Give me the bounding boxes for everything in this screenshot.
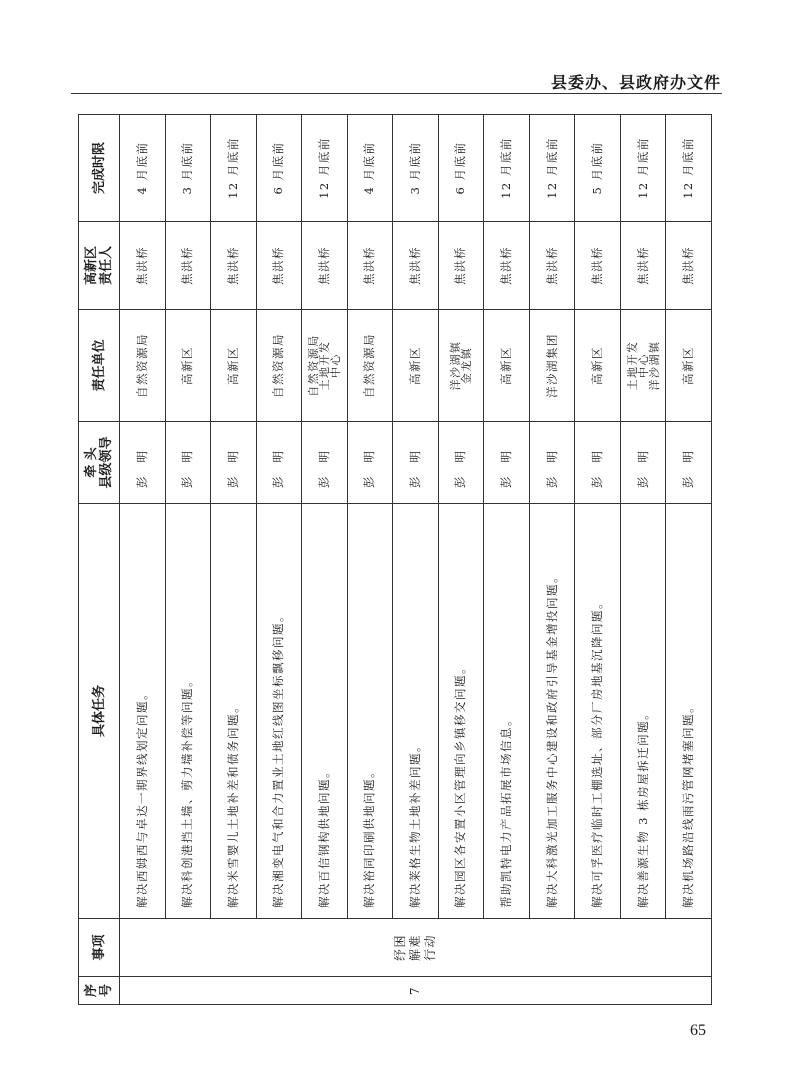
task-cell: 解决裕同印刷供地问题。	[347, 504, 393, 919]
person-cell: 焦洪桥	[393, 222, 439, 310]
unit-cell: 自然资源局	[120, 310, 166, 422]
task-cell: 解决米雪婴儿土地补差和债务问题。	[211, 504, 257, 919]
table-row	[484, 115, 530, 1005]
unit-cell: 高新区	[666, 310, 712, 422]
group-item-line3: 行动	[423, 934, 437, 962]
deadline-cell: 5 月底前	[575, 115, 621, 222]
task-cell: 解决善源生物 3 栋房屋拆迁问题。	[620, 504, 666, 919]
group-item-line2: 解难	[408, 934, 422, 962]
unit-cell-line: 土地开发	[625, 340, 639, 391]
task-cell: 帮助凯特电力产品拓展市场信息。	[484, 504, 530, 919]
leader-cell: 彭明	[165, 422, 211, 504]
deadline-cell: 12 月底前	[529, 115, 575, 222]
table-row	[120, 115, 166, 1005]
leader-cell: 彭明	[256, 422, 302, 504]
leader-cell: 彭明	[484, 422, 530, 504]
col-header-seq: 序号	[79, 977, 120, 1005]
task-cell: 解决机场路沿线雨污管网堵塞问题。	[666, 504, 712, 919]
deadline-cell: 3 月底前	[393, 115, 439, 222]
unit-cell-line: 自然资源局	[306, 334, 320, 397]
unit-cell-line: 中心	[636, 353, 650, 378]
person-cell: 焦洪桥	[211, 222, 257, 310]
table-row	[438, 115, 484, 1005]
unit-cell-line: 洋沙湖镇	[647, 340, 661, 391]
col-header-deadline: 完成时限	[79, 115, 120, 222]
header-divider	[71, 93, 722, 94]
table-row	[620, 115, 666, 1005]
person-cell: 焦洪桥	[256, 222, 302, 310]
unit-cell: 高新区	[484, 310, 530, 422]
task-table	[78, 114, 712, 1005]
person-cell: 焦洪桥	[438, 222, 484, 310]
deadline-cell: 6 月底前	[256, 115, 302, 222]
unit-cell: 高新区	[575, 310, 621, 422]
leader-cell: 彭明	[620, 422, 666, 504]
person-cell: 焦洪桥	[302, 222, 348, 310]
unit-cell: 高新区	[211, 310, 257, 422]
task-cell: 解决可孚医疗临时工棚选址、部分厂房地基沉降问题。	[575, 504, 621, 919]
task-cell: 解决西姆西与卓达一期界线划定问题。	[120, 504, 166, 919]
deadline-cell: 6 月底前	[438, 115, 484, 222]
leader-cell: 彭明	[347, 422, 393, 504]
person-cell: 焦洪桥	[620, 222, 666, 310]
unit-cell	[302, 310, 348, 422]
leader-cell: 彭明	[529, 422, 575, 504]
deadline-cell: 12 月底前	[302, 115, 348, 222]
task-cell: 解决大科激光加工服务中心建设和政府引导基金增投问题。	[529, 504, 575, 919]
table-header-row	[79, 115, 120, 1005]
table-row	[256, 115, 302, 1005]
person-cell: 焦洪桥	[575, 222, 621, 310]
unit-cell: 自然资源局	[256, 310, 302, 422]
deadline-cell: 3 月底前	[165, 115, 211, 222]
group-item-cell	[120, 919, 712, 977]
deadline-cell: 12 月底前	[666, 115, 712, 222]
col-header-district-line2: 责任人	[99, 246, 114, 286]
document-header-title: 县委办、县政府办文件	[550, 73, 721, 92]
task-cell: 解决百信钢构供地问题。	[302, 504, 348, 919]
col-header-task: 具体任务	[79, 504, 120, 919]
unit-cell-line: 中心	[328, 353, 342, 378]
person-cell: 焦洪桥	[165, 222, 211, 310]
leader-cell: 彭明	[666, 422, 712, 504]
group-item-line1: 纾困	[393, 934, 407, 962]
unit-cell-line: 洋沙湖镇	[448, 340, 462, 391]
unit-cell: 洋沙湖集团	[529, 310, 575, 422]
deadline-cell: 4 月底前	[347, 115, 393, 222]
unit-cell: 自然资源局	[347, 310, 393, 422]
table-row	[393, 115, 439, 1005]
person-cell: 焦洪桥	[529, 222, 575, 310]
unit-cell-line: 金龙镇	[459, 346, 473, 385]
unit-cell	[438, 310, 484, 422]
unit-cell	[620, 310, 666, 422]
deadline-cell: 12 月底前	[211, 115, 257, 222]
deadline-cell: 12 月底前	[620, 115, 666, 222]
task-cell: 解决科创港挡土墙、剪力墙补偿等问题。	[165, 504, 211, 919]
person-cell: 焦洪桥	[666, 222, 712, 310]
unit-cell: 高新区	[393, 310, 439, 422]
person-cell: 焦洪桥	[347, 222, 393, 310]
table-row	[529, 115, 575, 1005]
deadline-cell: 12 月底前	[484, 115, 530, 222]
task-table-container	[78, 115, 712, 1005]
task-cell: 解决园区各安置小区管理向乡镇移交问题。	[438, 504, 484, 919]
col-header-unit: 责任单位	[79, 310, 120, 422]
leader-cell: 彭明	[438, 422, 484, 504]
leader-cell: 彭明	[575, 422, 621, 504]
col-header-district-line1: 高新区	[84, 246, 99, 286]
leader-cell: 彭明	[211, 422, 257, 504]
col-header-leader-line1: 牵 头	[84, 447, 99, 478]
leader-cell: 彭明	[393, 422, 439, 504]
col-header-item: 事项	[79, 919, 120, 977]
page-number: 65	[690, 1022, 706, 1039]
person-cell: 焦洪桥	[120, 222, 166, 310]
task-cell: 解决莱格生物土地补差问题。	[393, 504, 439, 919]
task-cell: 解决湘变电气和合力置业土地红线图坐标飘移问题。	[256, 504, 302, 919]
table-row	[302, 115, 348, 1005]
unit-cell: 高新区	[165, 310, 211, 422]
col-header-district	[79, 222, 120, 310]
table-row	[666, 115, 712, 1005]
unit-cell-line: 土地开发	[317, 340, 331, 391]
table-row	[347, 115, 393, 1005]
person-cell: 焦洪桥	[484, 222, 530, 310]
deadline-cell: 4 月底前	[120, 115, 166, 222]
col-header-leader	[79, 422, 120, 504]
leader-cell: 彭明	[120, 422, 166, 504]
leader-cell: 彭明	[302, 422, 348, 504]
table-row	[165, 115, 211, 1005]
group-seq-cell: 7	[120, 977, 712, 1005]
table-row	[211, 115, 257, 1005]
col-header-leader-line2: 县级领导	[99, 436, 114, 489]
table-row	[575, 115, 621, 1005]
